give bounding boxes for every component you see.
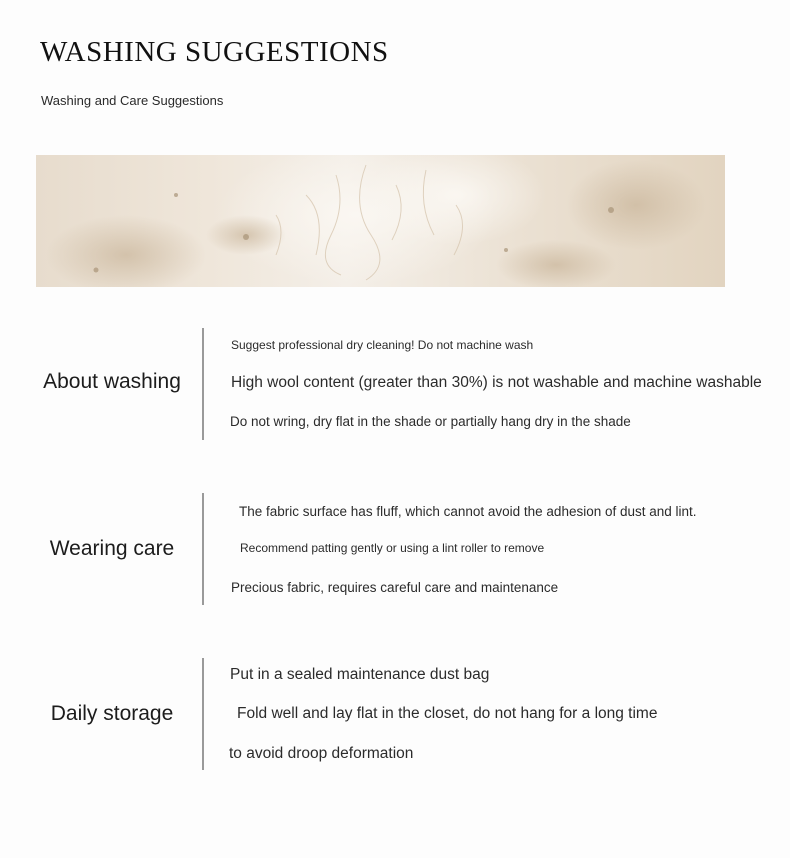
section-label: Daily storage: [50, 702, 174, 725]
care-line: Put in a sealed maintenance dust bag: [230, 666, 490, 683]
care-line: High wool content (greater than 30%) is not washable and machine washable: [231, 374, 762, 391]
section-label: Wearing care: [49, 537, 175, 560]
care-line: Suggest professional dry cleaning! Do not machine wash: [231, 338, 534, 352]
section-wearing-care: [0, 493, 790, 605]
page-title: WASHING SUGGESTIONS: [40, 36, 389, 68]
section-divider: [202, 493, 204, 605]
fabric-banner-image: [36, 155, 725, 287]
section-daily-storage: [0, 658, 790, 770]
section-label: About washing: [43, 370, 181, 393]
page-subtitle: Washing and Care Suggestions: [41, 93, 224, 108]
care-line: Precious fabric, requires careful care and maintenance: [231, 580, 559, 595]
care-line: Fold well and lay flat in the closet, do not hang for a long time: [237, 705, 658, 722]
section-divider: [202, 658, 204, 770]
section-about-washing: [0, 328, 790, 440]
care-line: The fabric surface has fluff, which cannot avoid the adhesion of dust and lint.: [239, 504, 697, 519]
section-divider: [202, 328, 204, 440]
care-line: Recommend patting gently or using a lint roller to remove: [240, 541, 545, 555]
wool-texture-illustration: [36, 155, 725, 287]
care-line: Do not wring, dry flat in the shade or partially hang dry in the shade: [230, 414, 631, 429]
care-line: to avoid droop deformation: [229, 745, 414, 762]
